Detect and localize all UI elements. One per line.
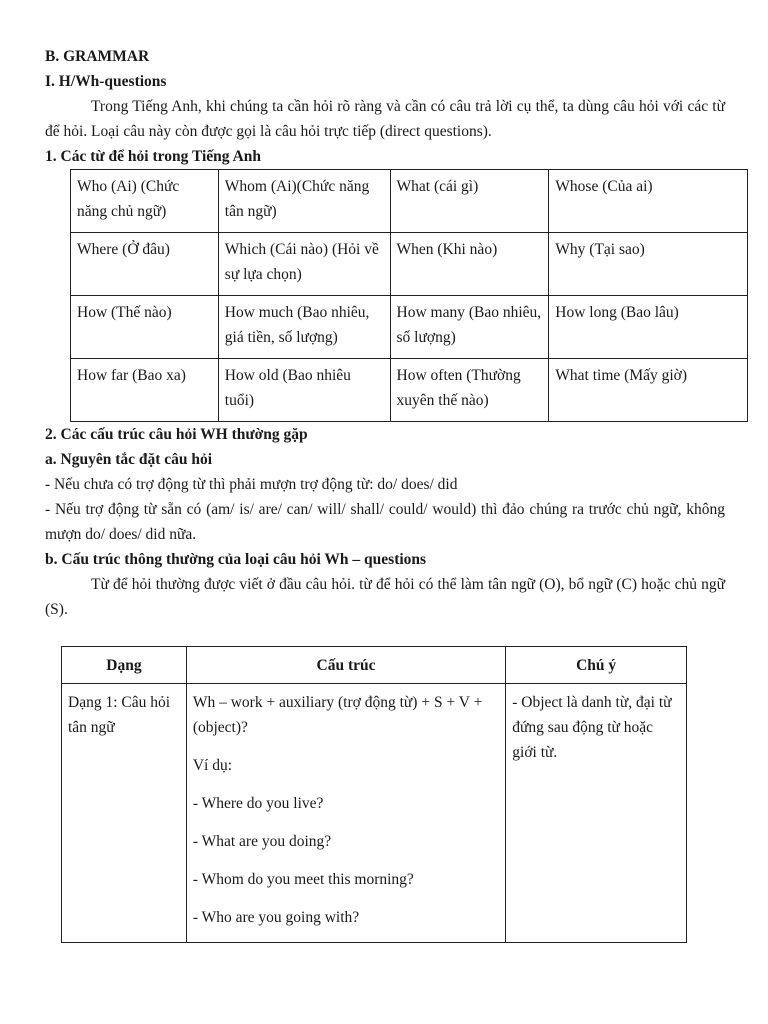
example-item: - Who are you going with? xyxy=(192,909,360,926)
structure-formula: Wh – work + auxiliary (trợ động từ) + S + V + (object)? xyxy=(192,694,483,736)
table-row xyxy=(71,296,748,359)
table-cell: Why (Tại sao) xyxy=(549,233,748,296)
table-row xyxy=(71,233,748,296)
table-cell: How old (Bao nhiêu tuổi) xyxy=(218,359,390,422)
intro-paragraph: Trong Tiếng Anh, khi chúng ta cần hỏi rõ ràng và cần có câu trả lời cụ thể, ta dùng câu hỏi với các từ để hỏi. Loại câu này còn được gọi là câu hỏi trực tiếp (direct questions). xyxy=(45,98,725,140)
example-label: Ví dụ: xyxy=(192,757,233,774)
table-cell: How many (Bao nhiêu, số lượng) xyxy=(390,296,549,359)
structure-table xyxy=(61,646,687,943)
structure-cell xyxy=(186,684,505,943)
table-cell: Whom (Ai)(Chức năng tân ngữ) xyxy=(218,170,390,233)
structure-paragraph: Từ để hỏi thường được viết ở đầu câu hỏi. từ để hỏi có thể làm tân ngữ (O), bổ ngữ (C) hoặc chủ ngữ (S). xyxy=(45,576,725,618)
table-cell: How long (Bao lâu) xyxy=(549,296,748,359)
table-cell: How far (Bao xa) xyxy=(71,359,219,422)
column-header-type: Dạng xyxy=(62,647,187,684)
table-cell: Where (Ở đâu) xyxy=(71,233,219,296)
heading-common-structure: b. Cấu trúc thông thường của loại câu hỏi Wh – questions xyxy=(45,551,427,568)
table-cell: Whose (Của ai) xyxy=(549,170,748,233)
heading-wh-structures: 2. Các cấu trúc câu hỏi WH thường gặp xyxy=(45,426,308,443)
type-cell: Dạng 1: Câu hỏi tân ngữ xyxy=(62,684,187,943)
rule-1: - Nếu chưa có trợ động từ thì phải mượn trợ động từ: do/ does/ did xyxy=(45,476,458,493)
section-title: B. GRAMMAR xyxy=(45,48,150,65)
example-item: - Whom do you meet this morning? xyxy=(192,871,414,888)
table-row xyxy=(71,359,748,422)
example-item: - Where do you live? xyxy=(192,795,324,812)
table-header-row xyxy=(62,647,687,684)
note-cell: - Object là danh từ, đại từ đứng sau động từ hoặc giới từ. xyxy=(506,684,687,943)
column-header-structure: Cấu trúc xyxy=(186,647,505,684)
heading-question-words: 1. Các từ để hỏi trong Tiếng Anh xyxy=(45,148,262,165)
question-words-table xyxy=(70,169,748,422)
table-cell: How (Thế nào) xyxy=(71,296,219,359)
table-cell: What (cái gì) xyxy=(390,170,549,233)
column-header-note: Chú ý xyxy=(506,647,687,684)
rule-2: - Nếu trợ động từ sẵn có (am/ is/ are/ can/ will/ shall/ could/ would) thì đảo chúng ra trước chủ ngữ, không mượn do/ does/ did nữa. xyxy=(45,501,725,543)
heading-rules: a. Nguyên tắc đặt câu hỏi xyxy=(45,451,213,468)
table-cell: What time (Mấy giờ) xyxy=(549,359,748,422)
table-cell: How much (Bao nhiêu, giá tiền, số lượng) xyxy=(218,296,390,359)
table-cell: How often (Thường xuyên thế nào) xyxy=(390,359,549,422)
table-row xyxy=(62,684,687,943)
document-page xyxy=(45,44,725,943)
table-row xyxy=(71,170,748,233)
subsection-title: I. H/Wh-questions xyxy=(45,73,167,90)
table-cell: When (Khi nào) xyxy=(390,233,549,296)
example-item: - What are you doing? xyxy=(192,833,332,850)
table-cell: Which (Cái nào) (Hỏi về sự lựa chọn) xyxy=(218,233,390,296)
table-cell: Who (Ai) (Chức năng chủ ngữ) xyxy=(71,170,219,233)
